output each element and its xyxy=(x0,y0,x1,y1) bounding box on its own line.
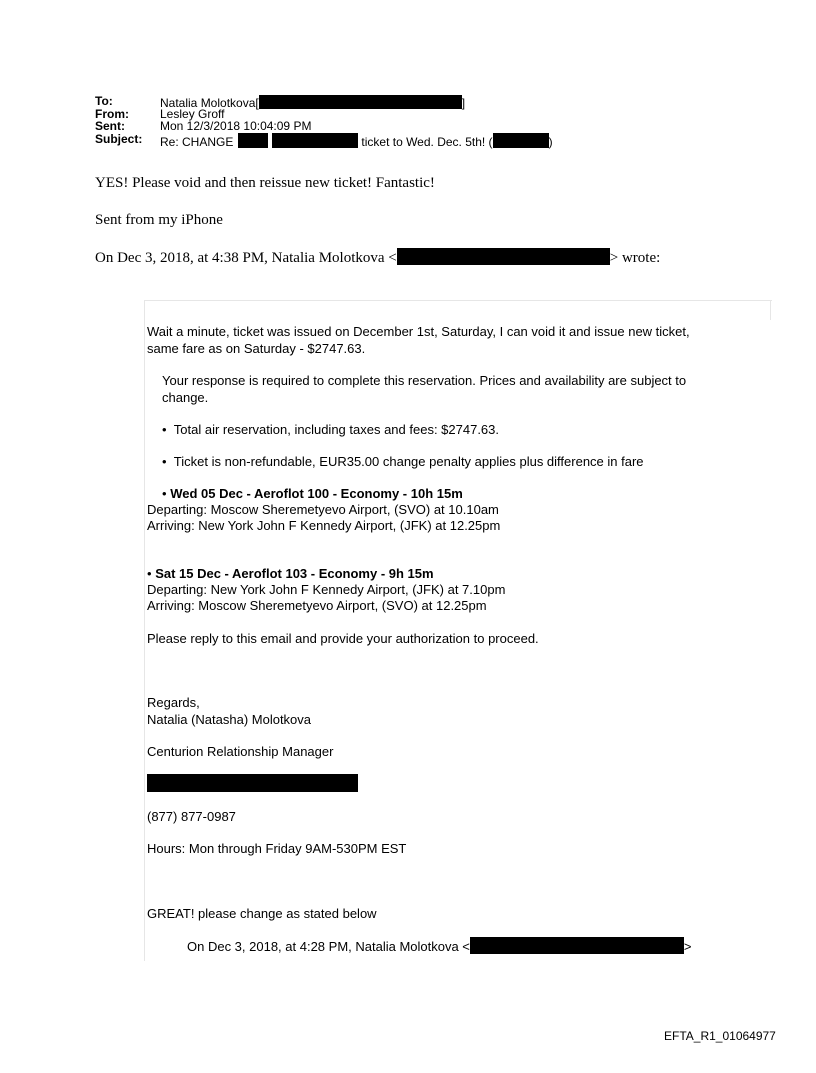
flight-2-title xyxy=(147,565,434,582)
to-name: Natalia Molotkova[ xyxy=(160,96,259,110)
redaction-box xyxy=(272,133,358,148)
wrote-prefix: On Dec 3, 2018, at 4:38 PM, Natalia Molotkova < xyxy=(95,250,397,266)
reply-line-2: Sent from my iPhone xyxy=(95,212,223,228)
sent-label: Sent: xyxy=(95,119,125,133)
redaction-box xyxy=(238,133,268,148)
subject-label: Subject: xyxy=(95,131,143,146)
bullet-ticket xyxy=(162,453,644,470)
bullet-icon: • xyxy=(162,422,167,437)
redaction-box xyxy=(147,774,358,792)
bullet-icon: • xyxy=(162,454,167,469)
regards: Regards, xyxy=(147,695,200,710)
subject-part-3: ) xyxy=(548,134,553,149)
sent-row xyxy=(95,120,553,133)
from-label: From: xyxy=(95,106,129,121)
office-hours: Hours: Mon through Friday 9AM-530PM EST xyxy=(147,841,407,856)
to-close: ] xyxy=(461,96,466,110)
flight-1-title-text: Wed 05 Dec - Aeroflot 100 - Economy - 10h 15m xyxy=(170,486,463,501)
nested-wrote-line xyxy=(187,937,692,955)
quote-box-edge xyxy=(770,300,771,320)
phone-number: (877) 877-0987 xyxy=(147,809,236,824)
bullet-icon: • xyxy=(162,486,167,501)
redaction-box xyxy=(259,95,462,109)
notice-line-1: Your response is required to complete this reservation. Prices and availability are subject to xyxy=(162,373,687,388)
flight-2-depart: Departing: New York John F Kennedy Airport, (JFK) at 7.10pm xyxy=(147,582,506,597)
flight-1-arrive: Arriving: New York John F Kennedy Airport, (JFK) at 12.25pm xyxy=(147,518,501,533)
subject-part-1: Re: CHANGE xyxy=(160,134,234,149)
reply-request: Please reply to this email and provide your authorization to proceed. xyxy=(147,631,539,646)
bullet-total-text: Total air reservation, including taxes and fees: $2747.63. xyxy=(173,422,499,437)
subject-part-2: ticket to Wed. Dec. 5th! ( xyxy=(361,134,493,149)
great-line: GREAT! please change as stated below xyxy=(147,906,377,921)
flight-2-arrive: Arriving: Moscow Sheremetyevo Airport, (SVO) at 12.25pm xyxy=(147,598,487,613)
nested-wrote-prefix: On Dec 3, 2018, at 4:28 PM, Natalia Molotkova < xyxy=(187,939,470,954)
wrote-line xyxy=(95,248,660,267)
bullet-icon: • xyxy=(147,566,152,581)
reply-line-1: YES! Please void and then reissue new ticket! Fantastic! xyxy=(95,175,435,191)
intro-line-1: Wait a minute, ticket was issued on December 1st, Saturday, I can void it and issue new ticket, xyxy=(147,324,690,339)
flight-1-title xyxy=(162,485,463,502)
from-value: Lesley Groff xyxy=(160,106,225,121)
flight-1-depart: Departing: Moscow Sheremetyevo Airport, (SVO) at 10.10am xyxy=(147,502,499,517)
bullet-total xyxy=(162,421,499,438)
signer-name: Natalia (Natasha) Molotkova xyxy=(147,712,312,727)
subject-value xyxy=(160,133,553,149)
intro-line-2: same fare as on Saturday - $2747.63. xyxy=(147,341,366,356)
signer-title: Centurion Relationship Manager xyxy=(147,744,334,759)
redaction-box xyxy=(397,248,610,265)
to-value xyxy=(160,95,465,108)
email-header xyxy=(95,94,553,149)
document-id: EFTA_R1_01064977 xyxy=(664,1029,776,1043)
nested-wrote-suffix: > xyxy=(683,939,692,954)
to-label: To: xyxy=(95,94,113,108)
redaction-box xyxy=(470,937,684,954)
flight-2-title-text: Sat 15 Dec - Aeroflot 103 - Economy - 9h 15m xyxy=(155,566,434,581)
sent-value: Mon 12/3/2018 10:04:09 PM xyxy=(160,119,312,133)
redaction-box xyxy=(493,133,549,148)
subject-row xyxy=(95,131,553,149)
notice-line-2: change. xyxy=(162,390,209,405)
wrote-suffix: > wrote: xyxy=(609,250,661,266)
to-row xyxy=(95,95,553,108)
bullet-ticket-text: Ticket is non-refundable, EUR35.00 change penalty applies plus difference in fare xyxy=(173,454,644,469)
